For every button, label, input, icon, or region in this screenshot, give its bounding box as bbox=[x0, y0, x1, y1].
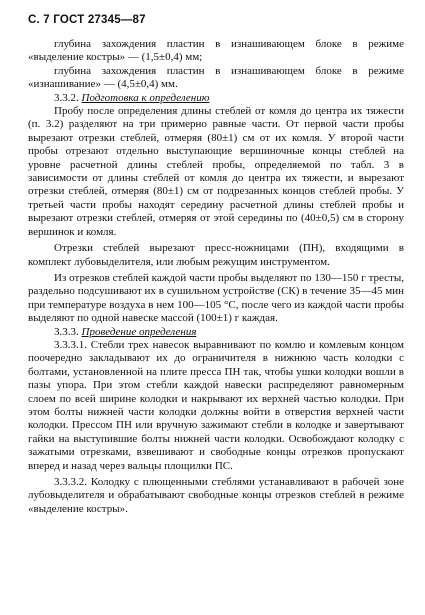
paragraph-cutting-tool: Отрезки стеблей вырезают пресс-ножницами (ПН), входящими в комплект лубовыделителя, или любым режущим инструментом. bbox=[28, 242, 404, 268]
paragraph-drying: Из отрезков стеблей каждой части пробы выделяют по 130—150 г тресты, раздельно подсушивают их в сушильном устройстве (СК) в течение 35—45 мин при температуре воздуха в нем 100—105 °С, после чего из каждой части пробы выделяют по одной навеске массой (100±1) г каждая. bbox=[28, 271, 404, 325]
section-title: Проведение определения bbox=[81, 325, 197, 338]
paragraph-3-3-3-2: 3.3.3.2. Колодку с плющенными стеблями устанавливают в рабочей зоне лубовыделителя и обрабатывают свободные концы отрезков стеблей в режиме «выделение костры». bbox=[28, 476, 404, 515]
section-title: Подготовка к определению bbox=[81, 91, 210, 104]
paragraph-sample-preparation: Пробу после определения длины стеблей от комля до центра их тяжести (п. 3.2) разделяют на три примерно равные части. От первой части пробы вырезают отрезки стеблей, отмеряя (80±1) см от их комля. У второй части пробы отрезают отдельно выступающие вершиночные концы стеблей на уровне расчетной длины стеблей пробы, определяемой по табл. 3 в зависимости от длины стеблей от комля до центра их тяжести, и вырезают отрезки стеблей, отмеряя (80±1) см от подрезанных концов стеблей пробы. У третьей части пробы находят середину расчетной длины стеблей пробы и вырезают отрезки стеблей, отмеряя от этой середины по (40±0,5) см в сторону вершинок и комля. bbox=[28, 105, 404, 238]
page-header: С. 7 ГОСТ 27345—87 bbox=[28, 14, 146, 26]
section-heading-3-3-3 bbox=[28, 326, 404, 339]
section-number: 3.3.2. bbox=[54, 91, 79, 104]
paragraph-depth-bone: глубина захождения пластин в изнашивающем блоке в режиме «выделение костры» — (1,5±0,4) мм; bbox=[28, 38, 404, 64]
section-number: 3.3.3. bbox=[54, 325, 79, 338]
document-body bbox=[28, 38, 404, 516]
paragraph-depth-wear: глубина захождения пластин в изнашивающем блоке в режиме «изнашивание» — (4,5±0,4) мм. bbox=[28, 64, 404, 91]
paragraph-3-3-3-1: 3.3.3.1. Стебли трех навесок выравнивают по комлю и комлевым концом поочередно закладывают их до ограничителя в нижнюю часть колодки с болтами, установленной на плите пресса ПН так, чтобы ушки колодки вошли в пазы упора. При этом стебли каждой навески распределяют равномерным слоем по всей ширине колодки и накрывают их верхней частью колодки. При этом болты нижней части колодки должны войти в отверстия верхней части колодки. Прессом ПН или вручную зажимают стебли в колодке и завертывают гайки на выступившие болты нижней части колодки. Освобождают колодку с зажатыми отрезками, взвешивают и свободные концы отрезков пропускают вперед и назад через вальцы площилки ПС. bbox=[28, 338, 404, 472]
section-heading-3-3-2 bbox=[28, 92, 404, 105]
